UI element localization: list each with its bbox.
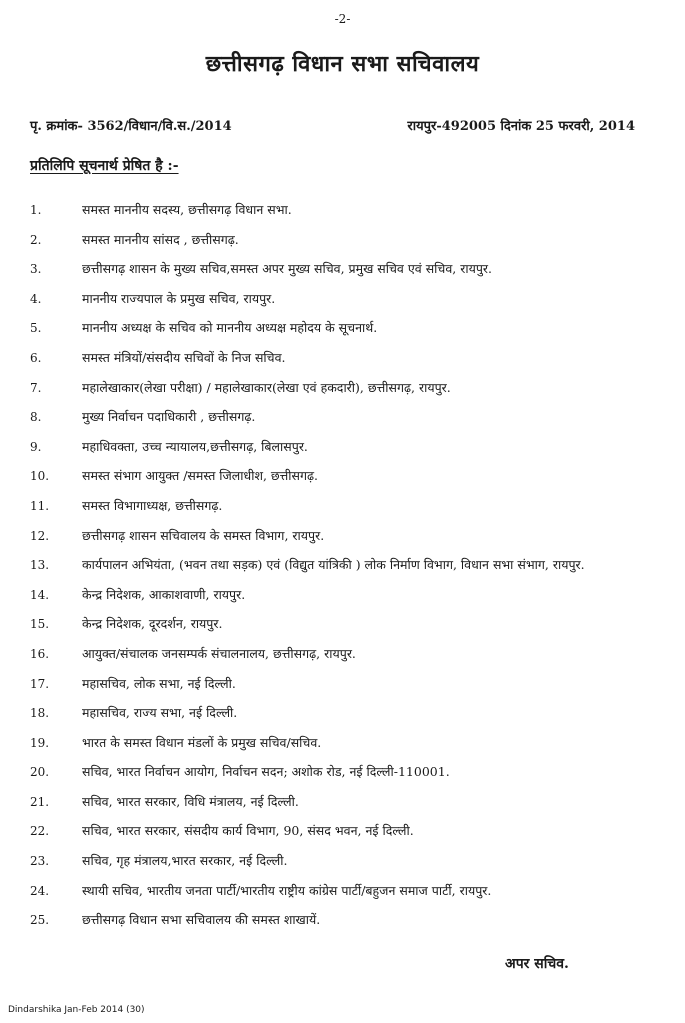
recipient-item	[30, 646, 670, 676]
recipient-item	[30, 853, 670, 883]
recipient-item	[30, 232, 670, 262]
recipient-number: 18.	[30, 706, 50, 721]
recipient-number: 1.	[30, 203, 42, 217]
recipient-text: महाधिवक्ता, उच्च न्यायालय,छत्तीसगढ़, बिलासपुर.	[82, 438, 308, 454]
recipient-item	[30, 468, 670, 498]
recipient-text: माननीय अध्यक्ष के सचिव को माननीय अध्यक्ष महोदय के सूचनार्थ.	[82, 320, 378, 336]
recipient-item	[30, 320, 670, 350]
place-date: रायपुर-492005 दिनांक 25 फरवरी, 2014	[407, 119, 635, 134]
recipient-number: 20.	[30, 765, 50, 780]
recipient-item	[30, 409, 670, 439]
copy-heading: प्रतिलिपि सूचनार्थ प्रेषित है :-	[30, 158, 179, 174]
recipient-text: समस्त माननीय सदस्य, छत्तीसगढ़ विधान सभा.	[82, 202, 292, 217]
recipient-number: 24.	[30, 883, 50, 898]
recipient-text: समस्त माननीय सांसद , छत्तीसगढ़.	[82, 231, 239, 247]
page-number: -2-	[334, 12, 351, 26]
recipient-text: केन्द्र निदेशक, दूरदर्शन, रायपुर.	[82, 616, 223, 632]
recipient-text: कार्यपालन अभियंता, (भवन तथा सड़क) एवं (विद्युत यांत्रिकी ) लोक निर्माण विभाग, विधान सभा संभाग, रायपुर.	[82, 557, 585, 573]
recipient-text: महासचिव, राज्य सभा, नई दिल्ली.	[82, 705, 238, 721]
recipient-text: स्थायी सचिव, भारतीय जनता पार्टी/भारतीय राष्ट्रीय कांग्रेस पार्टी/बहुजन समाज पार्टी, रायपुर.	[82, 882, 492, 898]
recipient-item	[30, 557, 670, 587]
recipient-item	[30, 350, 670, 380]
recipient-text: सचिव, भारत सरकार, विधि मंत्रालय, नई दिल्ली.	[82, 793, 299, 809]
signature: अपर सचिव.	[505, 956, 569, 972]
recipient-number: 16.	[30, 646, 50, 661]
recipient-number: 8.	[30, 410, 42, 425]
recipient-number: 7.	[30, 380, 42, 395]
recipient-item	[30, 528, 670, 558]
recipient-number: 11.	[30, 498, 50, 513]
recipient-text: सचिव, भारत सरकार, संसदीय कार्य विभाग, 90, संसद भवन, नई दिल्ली.	[82, 823, 414, 839]
recipient-item	[30, 498, 670, 528]
recipient-list	[30, 202, 670, 942]
page-footer: Dindarshika Jan-Feb 2014 (30)	[8, 1005, 145, 1015]
recipient-number: 14.	[30, 587, 50, 602]
recipient-item	[30, 676, 670, 706]
recipient-text: समस्त संभाग आयुक्त /समस्त जिलाधीश, छत्तीसगढ़.	[82, 468, 319, 484]
recipient-number: 19.	[30, 735, 50, 750]
recipient-item	[30, 794, 670, 824]
recipient-item	[30, 380, 670, 410]
recipient-number: 21.	[30, 794, 50, 809]
recipient-text: महालेखाकार(लेखा परीक्षा) / महालेखाकार(लेखा एवं हकदारी), छत्तीसगढ़, रायपुर.	[82, 379, 451, 395]
recipient-number: 17.	[30, 676, 50, 691]
recipient-number: 22.	[30, 824, 50, 839]
recipient-text: माननीय राज्यपाल के प्रमुख सचिव, रायपुर.	[82, 290, 276, 306]
recipient-number: 25.	[30, 913, 50, 928]
reference-number: पृ. क्रमांक- 3562/विधान/वि.स./2014	[30, 119, 232, 134]
recipient-number: 23.	[30, 854, 50, 869]
recipient-text: महासचिव, लोक सभा, नई दिल्ली.	[82, 675, 236, 691]
recipient-number: 10.	[30, 469, 50, 484]
recipient-number: 4.	[30, 291, 42, 306]
recipient-text: सचिव, भारत निर्वाचन आयोग, निर्वाचन सदन; अशोक रोड, नई दिल्ली-110001.	[82, 764, 450, 780]
reference-line	[30, 116, 635, 134]
recipient-item	[30, 705, 670, 735]
recipient-text: छत्तीसगढ़ शासन सचिवालय के समस्त विभाग, रायपुर.	[82, 527, 325, 543]
recipient-item	[30, 439, 670, 469]
recipient-number: 9.	[30, 439, 42, 454]
recipient-text: समस्त मंत्रियों/संसदीय सचिवों के निज सचिव.	[82, 349, 286, 365]
recipient-number: 3.	[30, 262, 42, 277]
recipient-text: मुख्य निर्वाचन पदाधिकारी , छत्तीसगढ़.	[82, 409, 256, 425]
recipient-text: सचिव, गृह मंत्रालय,भारत सरकार, नई दिल्ली.	[82, 853, 288, 869]
recipient-number: 15.	[30, 617, 50, 632]
recipient-text: समस्त विभागाध्यक्ष, छत्तीसगढ़.	[82, 497, 223, 513]
recipient-item	[30, 587, 670, 617]
recipient-number: 12.	[30, 528, 50, 543]
recipient-item	[30, 823, 670, 853]
recipient-number: 6.	[30, 350, 42, 365]
recipient-item	[30, 883, 670, 913]
recipient-text: आयुक्त/संचालक जनसम्पर्क संचालनालय, छत्तीसगढ़, रायपुर.	[82, 645, 356, 661]
recipient-text: केन्द्र निदेशक, आकाशवाणी, रायपुर.	[82, 586, 246, 602]
recipient-item	[30, 912, 670, 942]
recipient-number: 13.	[30, 558, 50, 573]
recipient-text: भारत के समस्त विधान मंडलों के प्रमुख सचिव/सचिव.	[82, 734, 322, 750]
recipient-number: 5.	[30, 321, 42, 336]
recipient-text: छत्तीसगढ़ शासन के मुख्य सचिव,समस्त अपर मुख्य सचिव, प्रमुख सचिव एवं सचिव, रायपुर.	[82, 261, 493, 277]
recipient-text: छत्तीसगढ़ विधान सभा सचिवालय की समस्त शाखायें.	[82, 912, 321, 928]
recipient-item	[30, 261, 670, 291]
recipient-item	[30, 616, 670, 646]
recipient-item	[30, 735, 670, 765]
recipient-item	[30, 291, 670, 321]
recipient-item	[30, 202, 670, 232]
recipient-number: 2.	[30, 232, 42, 247]
recipient-item	[30, 764, 670, 794]
document-title: छत्तीसगढ़ विधान सभा सचिवालय	[205, 51, 480, 77]
